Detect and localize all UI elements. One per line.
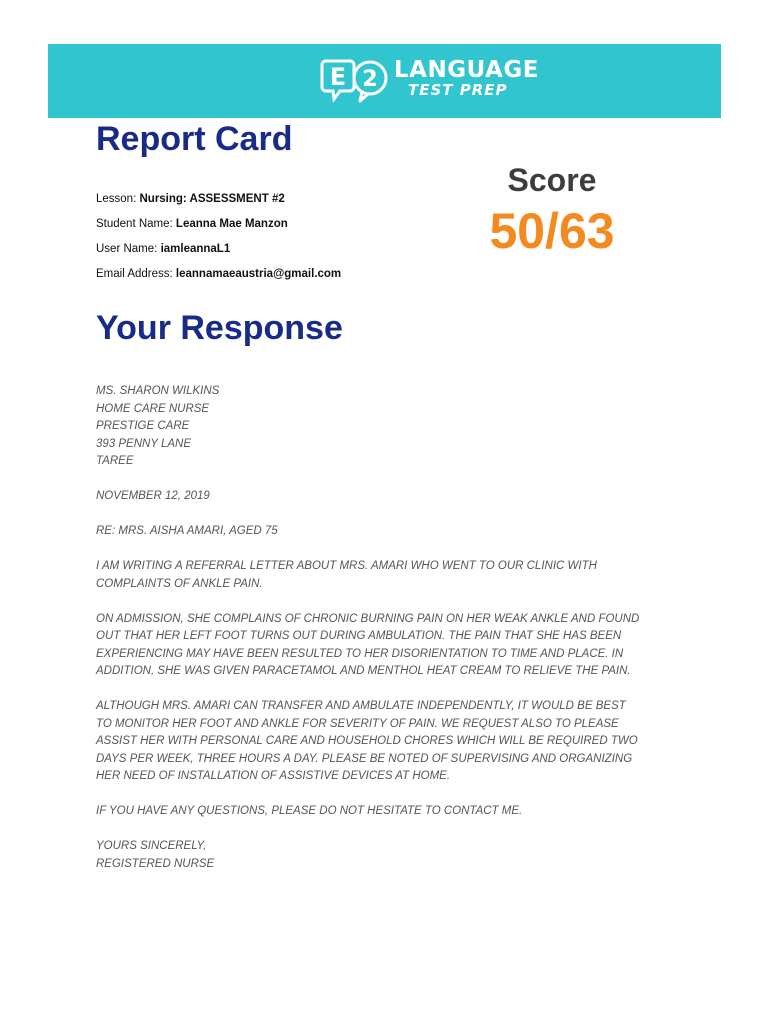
recipient-address bbox=[96, 383, 676, 471]
student-name-value: Leanna Mae Manzon bbox=[175, 218, 288, 230]
paragraph-line: ADDITION, SHE WAS GIVEN PARACETAMOL AND MENTHOL HEAT CREAM TO RELIEVE THE PAIN. bbox=[96, 665, 631, 677]
address-line: PRESTIGE CARE bbox=[96, 420, 190, 432]
paragraph-line: ALTHOUGH MRS. AMARI CAN TRANSFER AND AMBULATE INDEPENDENTLY, IT WOULD BE BEST bbox=[96, 700, 626, 712]
paragraph-3 bbox=[96, 698, 676, 786]
paragraph-line: DAYS PER WEEK, THREE HOURS A DAY. PLEASE BE NOTED OF SUPERVISING AND ORGANIZING bbox=[96, 752, 633, 765]
user-name-value: iamleannaL1 bbox=[160, 243, 231, 255]
address-line: 393 PENNY LANE bbox=[96, 437, 192, 450]
logo-mark-letter-e: E bbox=[329, 63, 347, 91]
user-name-label: User Name: bbox=[96, 243, 158, 255]
letter-date bbox=[96, 488, 676, 506]
score-label: Score bbox=[507, 162, 597, 198]
lesson-value: Nursing: ASSESSMENT #2 bbox=[139, 193, 285, 205]
address-line: TAREE bbox=[96, 455, 134, 467]
paragraph-line: TO MONITOR HER FOOT AND ANKLE FOR SEVERITY OF PAIN. WE REQUEST ALSO TO PLEASE bbox=[96, 717, 619, 730]
logo-mark-digit: 2 bbox=[362, 67, 378, 92]
score-value: 50/63 bbox=[489, 203, 615, 259]
paragraph-1 bbox=[96, 558, 676, 593]
paragraph-4 bbox=[96, 803, 676, 821]
logo-tagline: TEST PREP bbox=[408, 81, 508, 99]
address-line: MS. SHARON WILKINS bbox=[96, 385, 220, 397]
lesson-row bbox=[96, 190, 341, 215]
paragraph-line: IF YOU HAVE ANY QUESTIONS, PLEASE DO NOT HESITATE TO CONTACT ME. bbox=[96, 805, 523, 817]
closing-line: REGISTERED NURSE bbox=[96, 857, 215, 870]
e2-logo-icon bbox=[320, 57, 390, 105]
email-row bbox=[96, 265, 341, 290]
email-label: Email Address: bbox=[96, 268, 173, 280]
paragraph-line: EXPERIENCING MAY HAVE BEEN RESULTED TO HER DISORIENTATION TO TIME AND PLACE. IN bbox=[96, 647, 624, 660]
subject-line: RE: MRS. AISHA AMARI, AGED 75 bbox=[96, 525, 278, 537]
paragraph-line: I AM WRITING A REFERRAL LETTER ABOUT MRS. AMARI WHO WENT TO OUR CLINIC WITH bbox=[96, 560, 597, 572]
user-name-row bbox=[96, 240, 341, 265]
paragraph-2 bbox=[96, 611, 676, 681]
closing-line: YOURS SINCERELY, bbox=[96, 840, 207, 852]
student-name-row bbox=[96, 215, 341, 240]
paragraph-line: ASSIST HER WITH PERSONAL CARE AND HOUSEHOLD CHORES WHICH WILL BE REQUIRED TWO bbox=[96, 735, 638, 747]
student-name-label: Student Name: bbox=[96, 218, 173, 230]
lesson-label: Lesson: bbox=[96, 193, 137, 205]
paragraph-line: HER NEED OF INSTALLATION OF ASSISTIVE DEVICES AT HOME. bbox=[96, 770, 451, 782]
response-letter bbox=[96, 383, 676, 891]
address-line: HOME CARE NURSE bbox=[96, 402, 210, 415]
your-response-title: Your Response bbox=[96, 309, 343, 347]
student-info bbox=[96, 190, 341, 290]
letter-subject bbox=[96, 523, 676, 541]
date-line: NOVEMBER 12, 2019 bbox=[96, 490, 210, 502]
letter-closing bbox=[96, 838, 676, 873]
paragraph-line: OUT THAT HER LEFT FOOT TURNS OUT DURING AMBULATION. THE PAIN THAT SHE HAS BEEN bbox=[96, 630, 622, 642]
email-value: leannamaeaustria@gmail.com bbox=[175, 268, 342, 280]
e2-language-logo bbox=[320, 57, 550, 107]
header-banner bbox=[48, 44, 721, 118]
report-card-title: Report Card bbox=[96, 120, 293, 158]
paragraph-line: ON ADMISSION, SHE COMPLAINS OF CHRONIC BURNING PAIN ON HER WEAK ANKLE AND FOUND bbox=[96, 612, 640, 625]
logo-wordmark: LANGUAGE bbox=[394, 57, 539, 83]
paragraph-line: COMPLAINTS OF ANKLE PAIN. bbox=[96, 577, 263, 590]
